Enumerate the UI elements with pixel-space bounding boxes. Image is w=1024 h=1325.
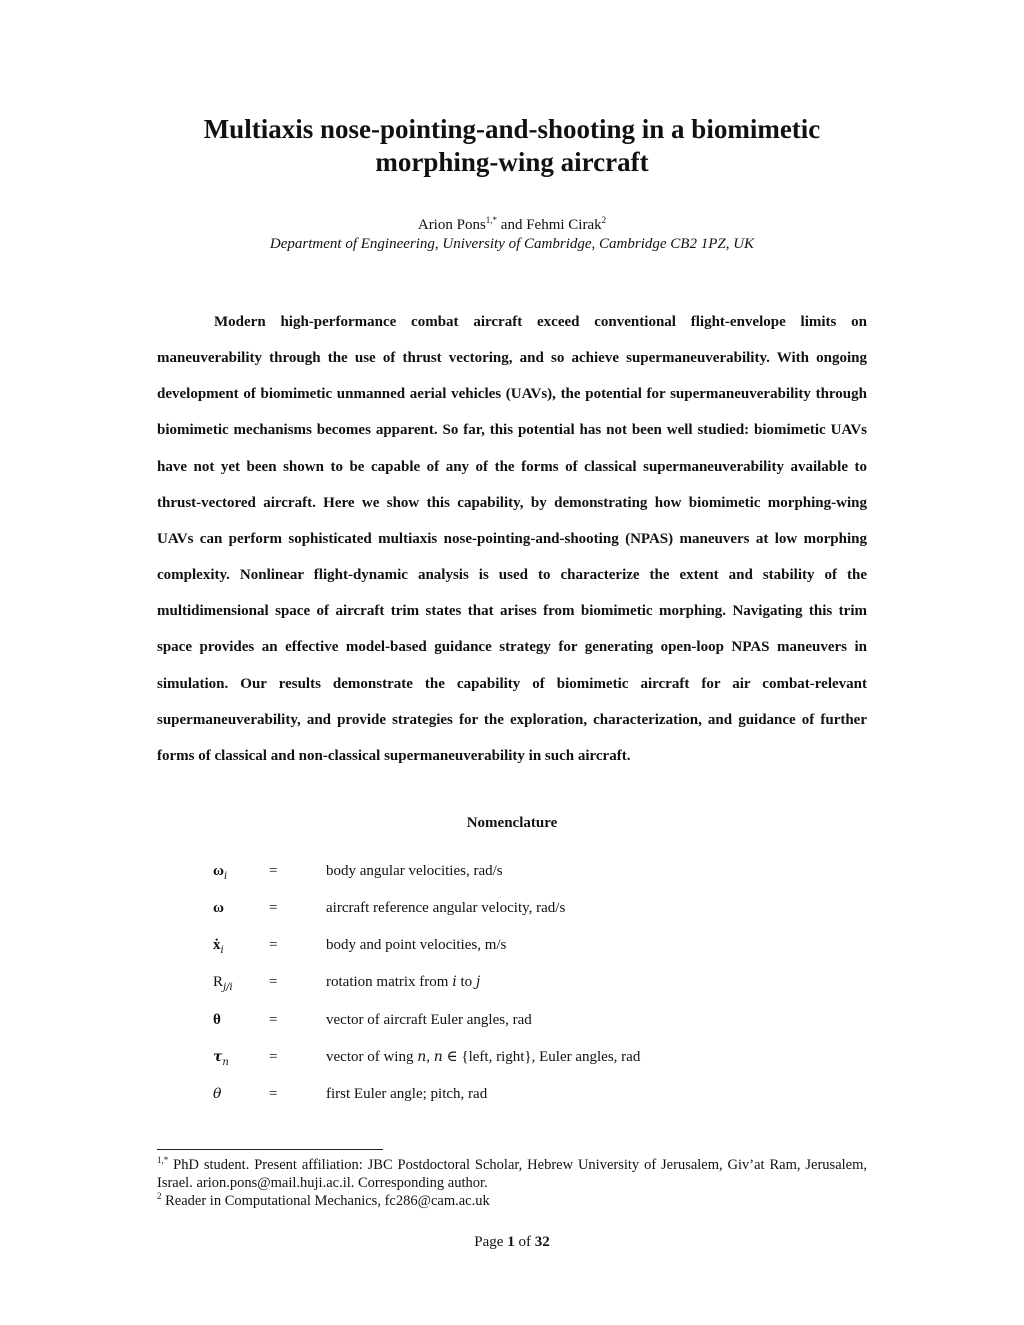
- title-line-1: Multiaxis nose-pointing-and-shooting in a biomimetic: [203, 114, 821, 144]
- page-number: Page 1 of 32: [474, 1234, 550, 1250]
- author-1-footnote-mark: 1,*: [485, 215, 498, 225]
- author-join: and: [497, 217, 527, 233]
- footnote-1-mark: 1,*: [157, 1155, 169, 1165]
- nomenclature-symbol: ẋ$_i$: [213, 937, 224, 956]
- nomenclature-symbol: $\omega_i$: [213, 863, 228, 882]
- nomenclature-row: [0, 1046, 1024, 1068]
- author-2: Fehmi Cirak: [526, 217, 602, 233]
- equals-sign: =: [269, 937, 278, 953]
- author-1: Arion Pons: [417, 217, 486, 233]
- nomenclature-description: body angular velocities, rad/s: [326, 863, 503, 879]
- nomenclature-symbol: θ: [213, 1086, 222, 1102]
- equals-sign: =: [269, 1012, 278, 1028]
- equals-sign: =: [269, 1086, 278, 1102]
- nomenclature-symbol: ω: [213, 900, 224, 916]
- nomenclature-symbol: θ: [213, 1012, 221, 1028]
- nomenclature-heading: Nomenclature: [466, 815, 558, 831]
- footnote-2-mark: 2: [157, 1191, 162, 1201]
- equals-sign: =: [269, 974, 278, 990]
- nomenclature-row: [0, 897, 1024, 919]
- nomenclature-description: rotation matrix from i to j: [326, 974, 481, 990]
- nomenclature-description: aircraft reference angular velocity, rad/s: [326, 900, 566, 916]
- nomenclature-row: [0, 934, 1024, 956]
- nomenclature-symbol: $R_{j/i}$: [213, 974, 233, 993]
- paper-title: [100, 113, 924, 179]
- title-line-2: morphing-wing aircraft: [375, 147, 649, 177]
- equals-sign: =: [269, 863, 278, 879]
- nomenclature-description: first Euler angle; pitch, rad: [326, 1086, 488, 1102]
- footnote-1: [157, 1156, 867, 1192]
- nomenclature-description: body and point velocities, m/s: [326, 937, 507, 953]
- current-page: 1: [507, 1234, 515, 1250]
- nomenclature-description: vector of aircraft Euler angles, rad: [326, 1012, 532, 1028]
- footnote-2: [157, 1192, 867, 1210]
- nomenclature-symbol: $\tau_n$: [213, 1049, 229, 1068]
- nomenclature-row: [0, 1009, 1024, 1031]
- footnote-divider: [157, 1149, 383, 1150]
- nomenclature-row: [0, 971, 1024, 993]
- equals-sign: =: [269, 900, 278, 916]
- footnotes: [157, 1156, 867, 1210]
- footnote-1-text: PhD student. Present affiliation: JBC Postdoctoral Scholar, Hebrew University of Jerusalem, Giv’at Ram, Jerusalem, Israel. arion.pons@mail.huji.ac.il. Corresponding author.: [157, 1157, 867, 1191]
- nomenclature-row: [0, 1083, 1024, 1105]
- total-pages: 32: [534, 1234, 550, 1250]
- affiliation: Department of Engineering, University of Cambridge, Cambridge CB2 1PZ, UK: [269, 236, 755, 252]
- abstract: Modern high-performance combat aircraft exceed conventional flight-envelope limits on maneuverability through the use of thrust vectoring, and so achieve supermaneuverability. With ongoing development of biomimetic unmanned aerial vehicles (UAVs), the potential for supermaneuverability through biomimetic mechanisms becomes apparent. So far, this potential has not been well studied: biomimetic UAVs have not yet been shown to be capable of any of the forms of classical supermaneuverability available to thrust-vectored aircraft. Here we show this capability, by demonstrating how biomimetic morphing-wing UAVs can perform sophisticated multiaxis nose-pointing-and-shooting (NPAS) maneuvers at low morphing complexity. Nonlinear flight-dynamic analysis is used to characterize the extent and stability of the multidimensional space of aircraft trim states that arises from biomimetic morphing. Navigating this trim space provides an effective model-based guidance strategy for generating open-loop NPAS maneuvers in simulation. Our results demonstrate the capability of biomimetic aircraft for air combat-relevant supermaneuverability, and provide strategies for the exploration, characterization, and guidance of further forms of classical and non-classical supermaneuverability in such aircraft.: [157, 314, 867, 764]
- nomenclature-row: [0, 860, 1024, 882]
- author-2-footnote-mark: 2: [601, 215, 607, 225]
- nomenclature-description: vector of wing n, n ∈ {left, right}, Euler angles, rad: [326, 1049, 641, 1065]
- equals-sign: =: [269, 1049, 278, 1065]
- footnote-2-text: Reader in Computational Mechanics, fc286@cam.ac.uk: [161, 1193, 490, 1209]
- author-list: [100, 216, 924, 234]
